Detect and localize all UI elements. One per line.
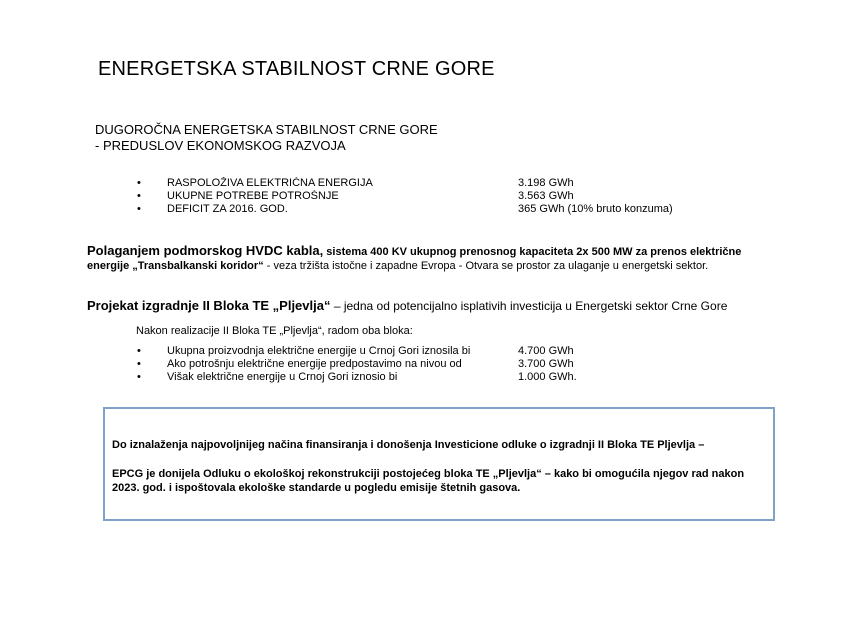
list-item-value: 3.563 GWh — [518, 190, 574, 202]
hvdc-lead: Polaganjem podmorskog HVDC kabla, — [87, 243, 324, 258]
project-paragraph — [87, 298, 727, 313]
hvdc-bold-text: sistema 400 KV ukupnog prenosnog kapaciteta 2x 500 MW za prenos električne energije „Transbalkanski koridor“ — [87, 246, 742, 272]
list-item — [137, 177, 673, 190]
bullet: • — [137, 203, 141, 215]
list-item-label: Ako potrošnju električne energije predpostavimo na nivou od — [167, 358, 462, 370]
list-item-label: RASPOLOŽIVA ELEKTRIČNA ENERGIJA — [167, 177, 373, 189]
bullet: • — [137, 177, 141, 189]
bullet: • — [137, 190, 141, 202]
list-item — [137, 345, 577, 358]
project-lead: Projekat izgradnje II Bloka TE „Pljevlja“ — [87, 298, 331, 313]
list-item-value: 365 GWh (10% bruto konzuma) — [518, 203, 673, 215]
hvdc-text: - veza tržišta istočne i zapadne Evropa - Otvara se prostor za ulaganje u energetski sektor. — [263, 260, 709, 272]
bullet: • — [137, 345, 141, 357]
page-title: ENERGETSKA STABILNOST CRNE GORE — [98, 58, 495, 80]
list-item — [137, 371, 577, 384]
list-item-value: 1.000 GWh. — [518, 371, 577, 383]
list-item-label: UKUPNE POTREBE POTROŠNJE — [167, 190, 339, 202]
list-item — [137, 203, 673, 216]
list-item-label: DEFICIT ZA 2016. GOD. — [167, 203, 288, 215]
subtitle-line-1: DUGOROČNA ENERGETSKA STABILNOST CRNE GORE — [95, 122, 438, 137]
realization-list — [137, 345, 577, 384]
subtitle — [95, 122, 515, 154]
list-item-value: 3.198 GWh — [518, 177, 574, 189]
list-item — [137, 190, 673, 203]
financing-note: Do iznalaženja najpovoljnijeg načina finansiranja i donošenja Investicione odluke o izgradnji II Bloka TE Pljevlja – — [112, 439, 705, 451]
list-item-value: 3.700 GWh — [518, 358, 574, 370]
epcg-decision-note: EPCG je donijela Odluku o ekološkoj rekonstrukciji postojećeg bloka TE „Pljevlja“ – kako bi omogućila njegov rad nakon 2023. god. i ispoštovala ekološke standarde u pogledu emisije štetnih gasova. — [112, 468, 745, 494]
list-item — [137, 358, 577, 371]
list-item-label: Ukupna proizvodnja električne energije u Crnoj Gori iznosila bi — [167, 345, 471, 357]
hvdc-paragraph — [87, 244, 747, 273]
list-item-value: 4.700 GWh — [518, 345, 574, 357]
list-item-label: Višak električne energije u Crnoj Gori iznosio bi — [167, 371, 398, 383]
bullet: • — [137, 371, 141, 383]
bullet: • — [137, 358, 141, 370]
realization-note: Nakon realizacije II Bloka TE „Pljevlja“, radom oba bloka: — [136, 325, 413, 337]
financing-note-box — [103, 407, 775, 521]
project-text: – jedna od potencijalno isplativih investicija u Energetski sektor Crne Gore — [330, 299, 728, 313]
energy-balance-list — [137, 177, 673, 216]
subtitle-line-2: - PREDUSLOV EKONOMSKOG RAZVOJA — [95, 138, 346, 153]
